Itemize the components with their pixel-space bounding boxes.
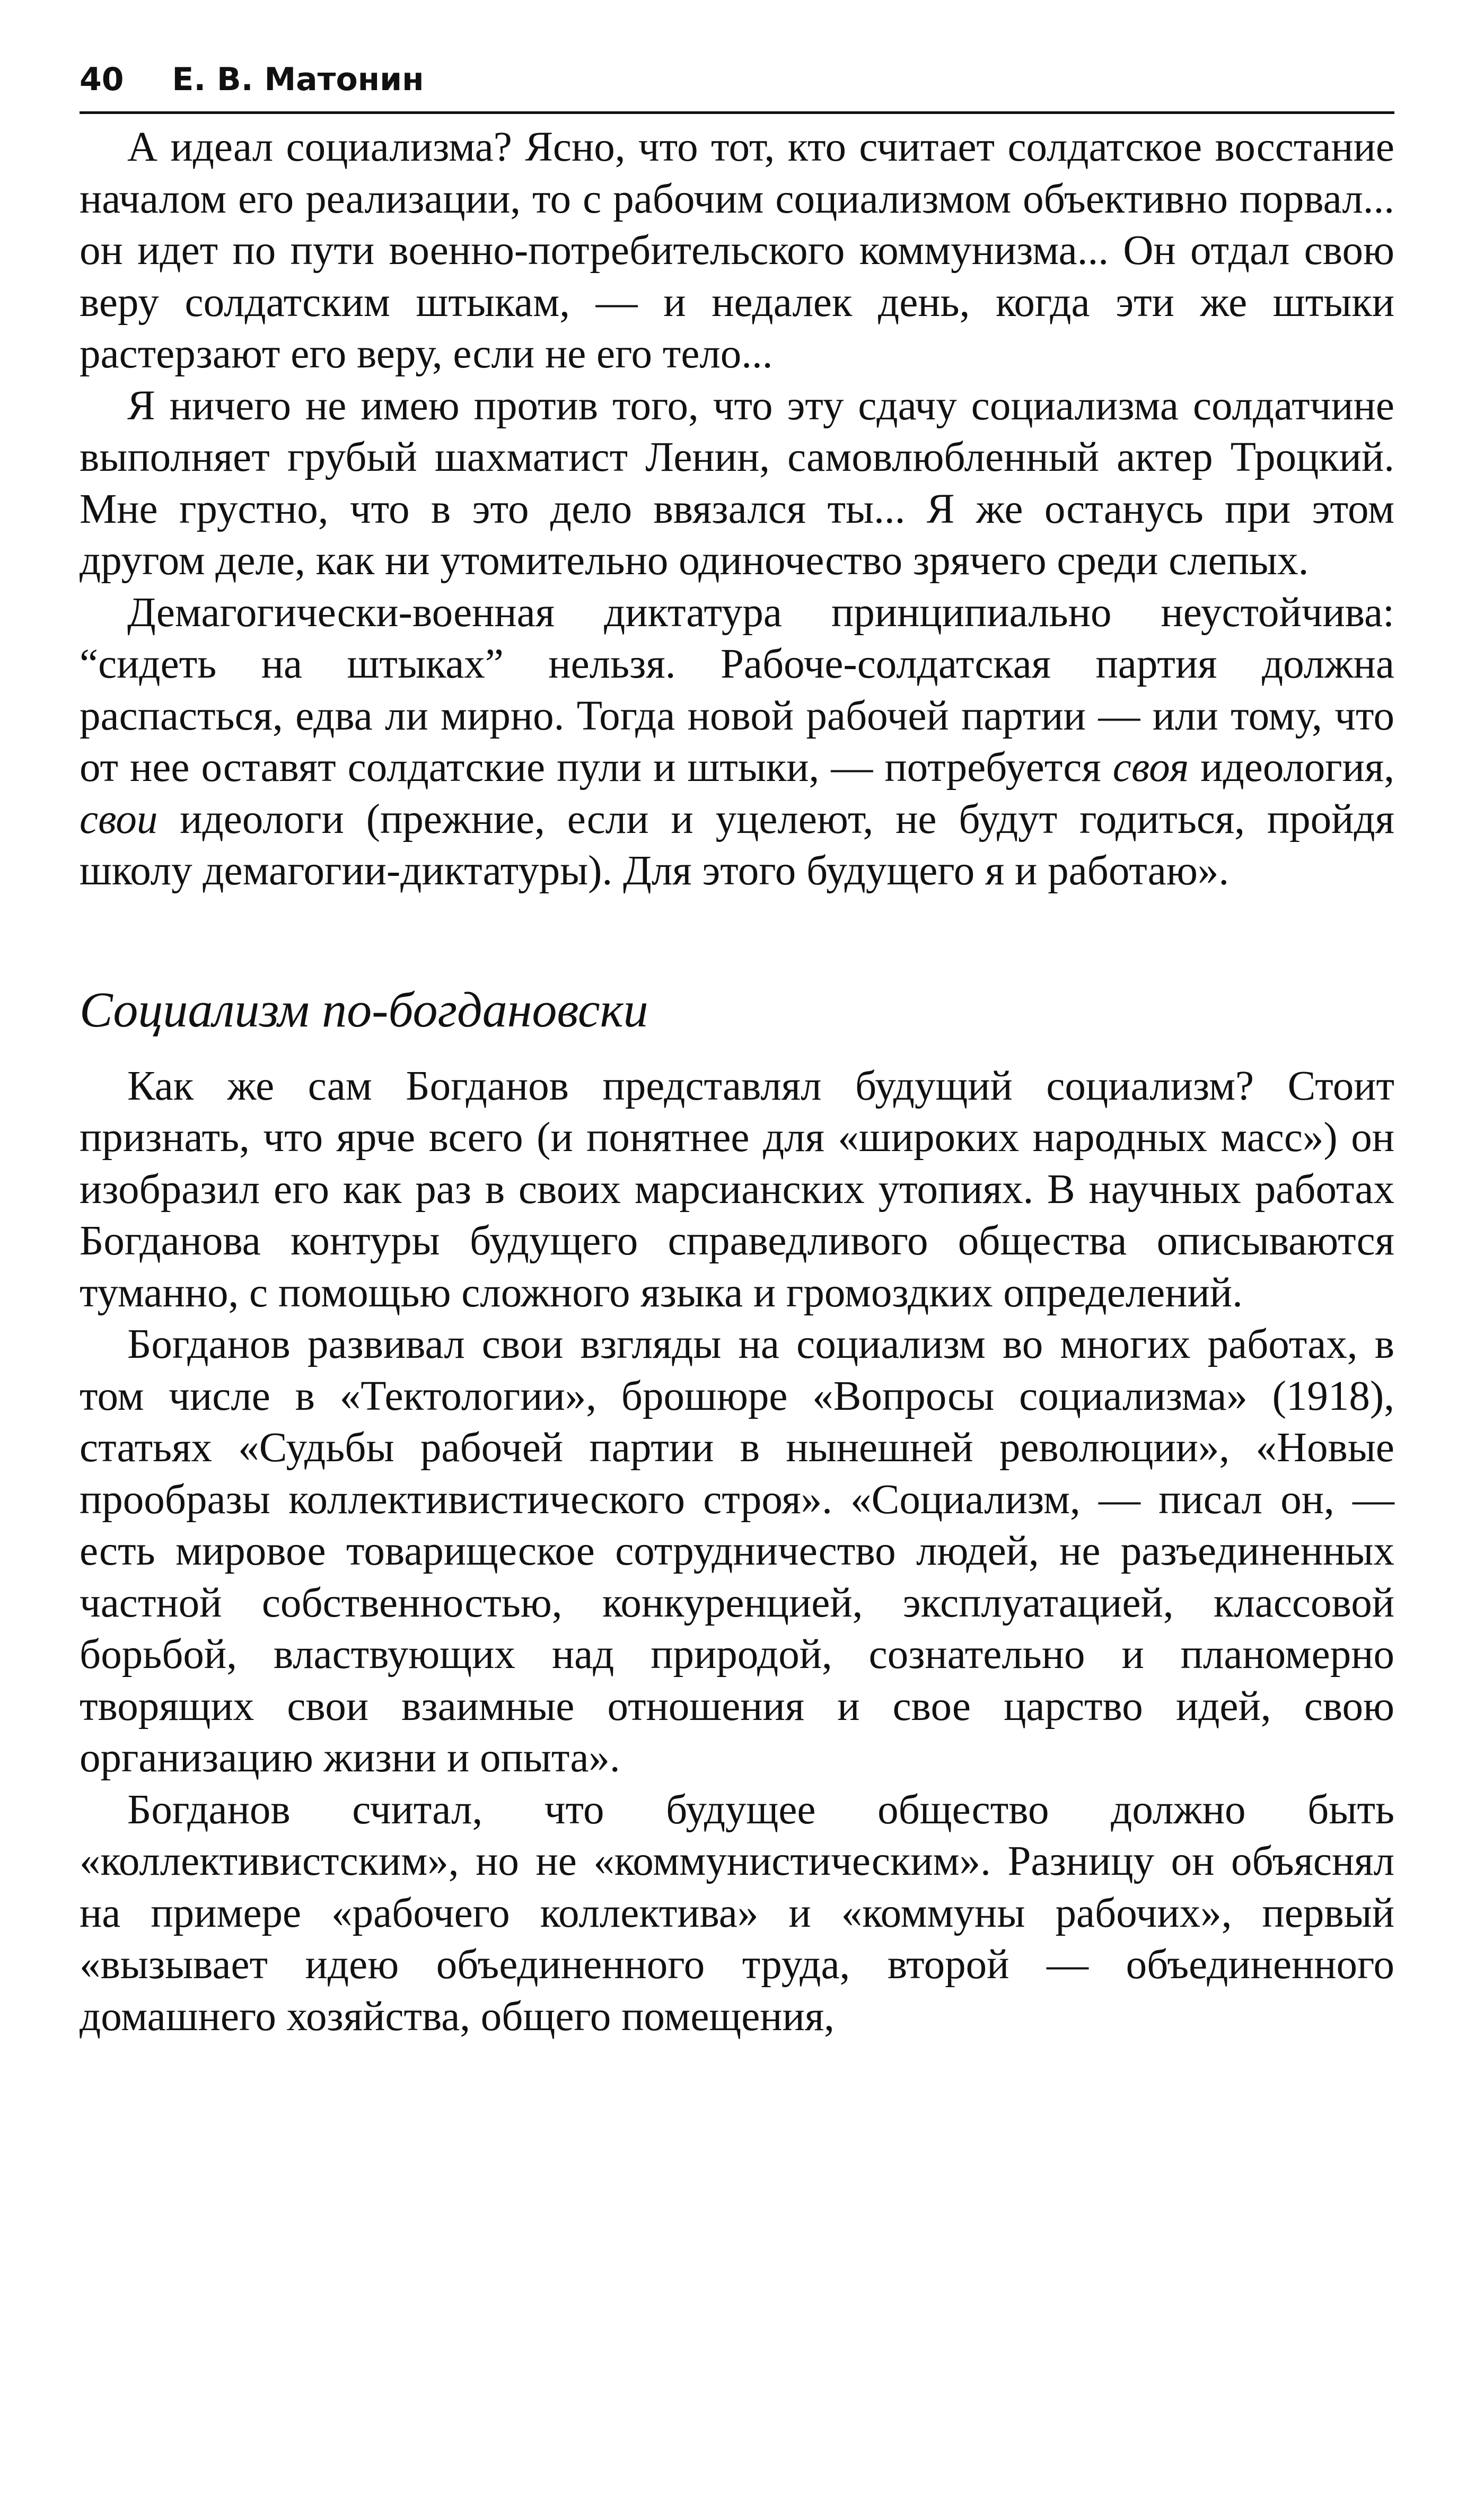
paragraph: Богданов считал, что будущее общество должно быть «коллективистским», но не «коммунистическим». Разницу он объяснял на примере «рабочего коллектива» и «коммуны рабочих», первый «вызывает идею объединенного труда, второй — объединенного домашнего хозяйства, общего помещения,: [80, 1786, 1394, 2040]
paragraph: Богданов развивал свои взгляды на социализм во многих работах, в том числе в «Тектологии», брошюре «Вопросы социализма» (1918), статьях «Судьбы рабочей партии в нынешней революции», «Новые прообразы коллективистического строя». «Социализм, — писал он, — есть мировое товарищеское сотрудничество людей, не разъединенных частной собственностью, конкуренцией, эксплуатацией, классовой борьбой, властвующих над природой, сознательно и планомерно творящих свои взаимные отношения и свое царство идей, свою организацию жизни и опыта».: [80, 1321, 1394, 1781]
paragraph: Как же сам Богданов представлял будущий социализм? Стоит признать, что ярче всего (и понятнее для «широких народных масс») он изобразил его как раз в своих марсианских утопиях. В научных работах Богданова контуры будущего справедливого общества описываются туманно, с помощью сложного языка и громоздких определений.: [80, 1063, 1394, 1316]
running-head-author: Е. В. Матонин: [172, 61, 424, 98]
book-page: [80, 58, 1394, 2042]
paragraph-text: идеология,: [1189, 744, 1394, 791]
paragraph-text: Демагогически-военная диктатура принципиально неустойчива: “сидеть на штыках” нельзя. Рабоче-солдатская партия должна распасться, едва ли мирно. Тогда новой рабочей партии — или тому, что от нее оставят солдатские пули и штыки, — потребуется: [80, 589, 1394, 791]
paragraph: А идеал социализма? Ясно, что тот, кто считает солдатское восстание началом его реализации, то с рабочим социализмом объективно порвал... он идет по пути военно-потребительского коммунизма... Он отдал свою веру солдатским штыкам, — и недалек день, когда эти же штыки растерзают его веру, если не его тело...: [80, 124, 1394, 377]
page-number: 40: [80, 61, 124, 98]
paragraph: Я ничего не имею против того, что эту сдачу социализма солдатчине выполняет грубый шахматист Ленин, самовлюбленный актер Троцкий. Мне грустно, что в это дело ввязался ты... Я же останусь при этом другом деле, как ни утомительно одиночество зрячего среди слепых.: [80, 382, 1394, 584]
emphasis-text: своя: [1112, 744, 1189, 791]
paragraph: [80, 587, 1394, 897]
paragraph-text: идеологи (прежние, если и уцелеют, не будут годиться, пройдя школу демагогии-диктатуры). Для этого будущего я и работаю».: [80, 796, 1394, 894]
section-heading: Социализм по-богдановски: [80, 982, 648, 1038]
emphasis-text: свои: [80, 796, 158, 842]
body-text: [80, 121, 1394, 2042]
running-head: [80, 58, 1394, 114]
